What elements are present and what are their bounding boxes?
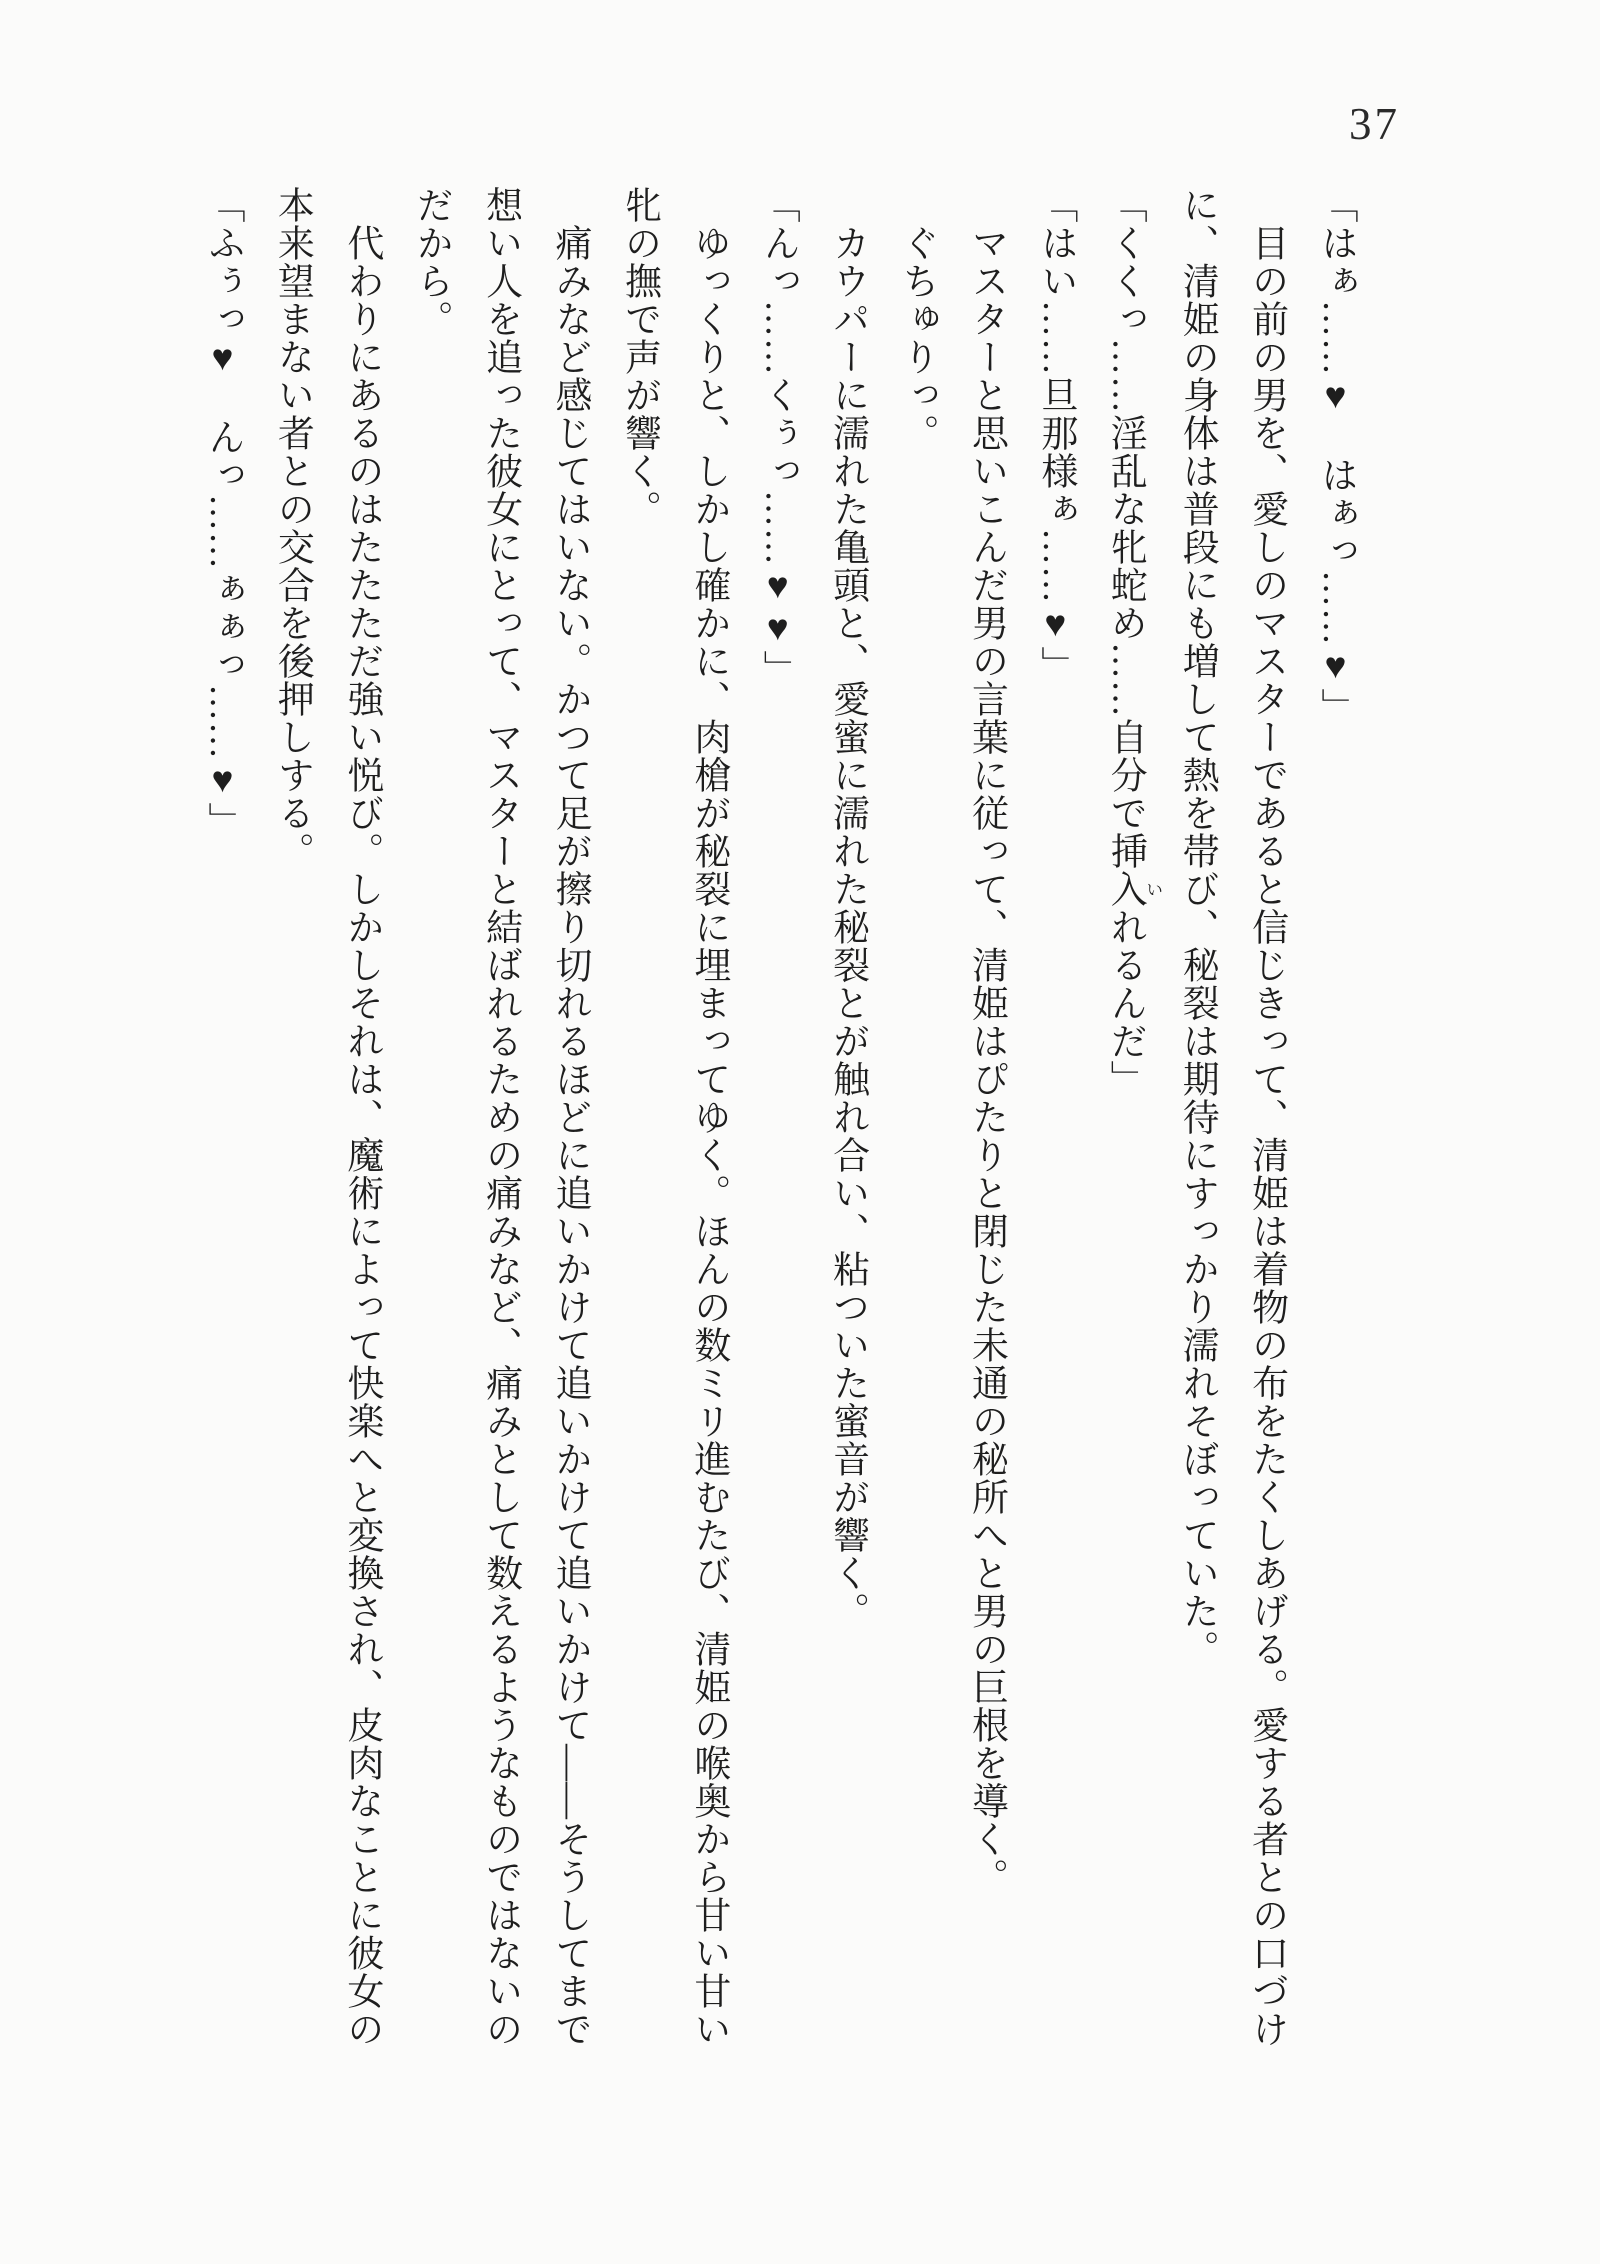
text-column: 本来望まない者との交合を後押しする。 (271, 186, 313, 870)
text-column: 目の前の男を、愛しのマスターであると信じきって、清姫は着物の布をたくしあげる。愛する者との口づけ (1245, 224, 1287, 2048)
ruby-annotated-word: 入い (1104, 870, 1163, 908)
text-column: 「はぁ……♥ はぁっ……♥」 (1315, 186, 1356, 726)
text-column: 痛みなど感じてはいない。かつて足が擦り切れるほどに追いかけて追いかけて追いかけて――そうしてまで (549, 224, 591, 2048)
text-column: 「はい……旦那様ぁ……♥」 (1034, 186, 1076, 684)
text-column: に、清姫の身体は普段にも増して熱を帯び、秘裂は期待にすっかり濡れそぼっていた。 (1176, 186, 1218, 1668)
text-column: ぐちゅりっ。 (896, 224, 938, 452)
text-block (188, 186, 1370, 2058)
text-column: 牝の撫で声が響く。 (618, 186, 660, 528)
text-column: 「んっ……くぅっ……♥♥」 (757, 186, 799, 688)
text-column: だから。 (410, 186, 452, 338)
text-column: カウパーに濡れた亀頭と、愛蜜に濡れた秘裂とが触れ合い、粘ついた蜜音が響く。 (826, 224, 868, 1630)
page-number: 37 (1349, 99, 1400, 149)
text-column: 「ふぅっ♥ んっ……ぁぁっ……♥」 (202, 186, 243, 840)
text-column: 想い人を追った彼女にとって、マスターと結ばれるための痛みなど、痛みとして数えるようなものではないの (479, 186, 521, 2048)
text-column: ゆっくりと、しかし確かに、肉槍が秘裂に埋まってゆく。ほんの数ミリ進むたび、清姫の喉奥から甘い甘い (687, 224, 729, 2048)
text-column: 「くくっ……淫乱な牝蛇め……自分で挿入いれるんだ」 (1104, 186, 1163, 1098)
text-column: 代わりにあるのはたたただ強い悦び。しかしそれは、魔術によって快楽へと変換され、皮肉なことに彼女の (340, 224, 382, 2048)
text-column: マスターと思いこんだ男の言葉に従って、清姫はぴたりと閉じた未通の秘所へと男の巨根を導く。 (965, 224, 1007, 1896)
